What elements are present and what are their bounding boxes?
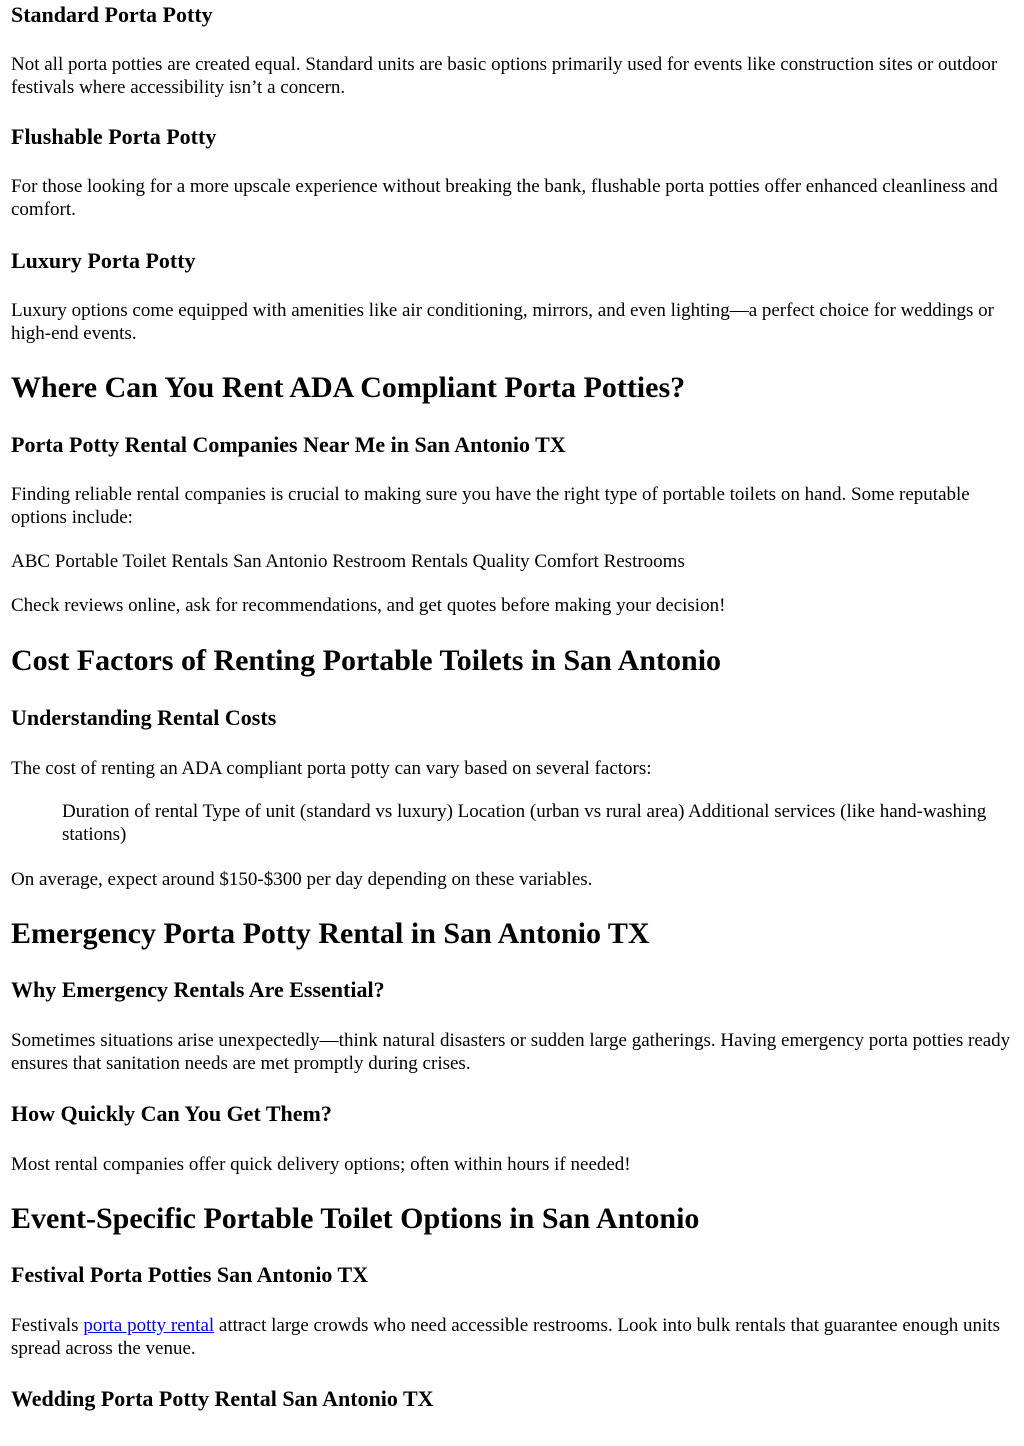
subheading-rental-companies: Porta Potty Rental Companies Near Me in San Antonio TX: [11, 432, 566, 457]
heading-luxury-porta-potty: Luxury Porta Potty: [11, 248, 196, 273]
heading-event-specific: Event-Specific Portable Toilet Options in San Antonio: [11, 1202, 700, 1235]
paragraph-average-cost: On average, expect around $150-$300 per day depending on these variables.: [11, 869, 593, 890]
subheading-why-emergency: Why Emergency Rentals Are Essential?: [11, 977, 385, 1002]
blockquote-cost-factors: Duration of rental Type of unit (standard vs luxury) Location (urban vs rural area) Additional services (like hand-washing stations): [62, 801, 987, 845]
festival-text-before-link: Festivals: [11, 1315, 84, 1336]
paragraph-check-reviews: Check reviews online, ask for recommendations, and get quotes before making your decision!: [11, 595, 726, 616]
paragraph-cost-intro: The cost of renting an ADA compliant porta potty can vary based on several factors:: [11, 758, 652, 779]
subheading-wedding: Wedding Porta Potty Rental San Antonio TX: [11, 1386, 434, 1411]
subheading-understanding-costs: Understanding Rental Costs: [11, 705, 277, 730]
subheading-how-quickly: How Quickly Can You Get Them?: [11, 1101, 332, 1126]
heading-where-can-you-rent: Where Can You Rent ADA Compliant Porta Potties?: [11, 371, 686, 404]
paragraph-festival: [11, 1314, 1015, 1360]
paragraph-emergency: Sometimes situations arise unexpectedly—think natural disasters or sudden large gatherings. Having emergency porta potties ready ensures that sanitation needs are met promptly during crises.: [11, 1030, 1011, 1074]
subheading-festival: Festival Porta Potties San Antonio TX: [11, 1262, 369, 1287]
paragraph-finding-companies: Finding reliable rental companies is crucial to making sure you have the right type of portable toilets on hand. Some reputable options include:: [11, 484, 970, 528]
festival-text-after-link: attract large crowds who need accessible restrooms. Look into bulk rentals that guarantee enough units spread across the venue.: [11, 1315, 1000, 1359]
paragraph-flushable: For those looking for a more upscale experience without breaking the bank, flushable porta potties offer enhanced cleanliness and comfort.: [11, 176, 998, 220]
paragraph-quick-delivery: Most rental companies offer quick delivery options; often within hours if needed!: [11, 1154, 631, 1175]
paragraph-company-list: ABC Portable Toilet Rentals San Antonio Restroom Rentals Quality Comfort Restrooms: [11, 551, 685, 572]
paragraph-luxury: Luxury options come equipped with amenities like air conditioning, mirrors, and even lighting—a perfect choice for weddings or high-end events.: [11, 300, 994, 344]
heading-standard-porta-potty: Standard Porta Potty: [11, 2, 213, 27]
paragraph-standard: Not all porta potties are created equal. Standard units are basic options primarily used for events like construction sites or outdoor festivals where accessibility isn’t a concern.: [11, 54, 998, 98]
heading-flushable-porta-potty: Flushable Porta Potty: [11, 124, 217, 149]
heading-cost-factors: Cost Factors of Renting Portable Toilets in San Antonio: [11, 644, 722, 677]
heading-emergency-rental: Emergency Porta Potty Rental in San Antonio TX: [11, 917, 650, 950]
porta-potty-rental-link[interactable]: porta potty rental: [83, 1315, 215, 1336]
